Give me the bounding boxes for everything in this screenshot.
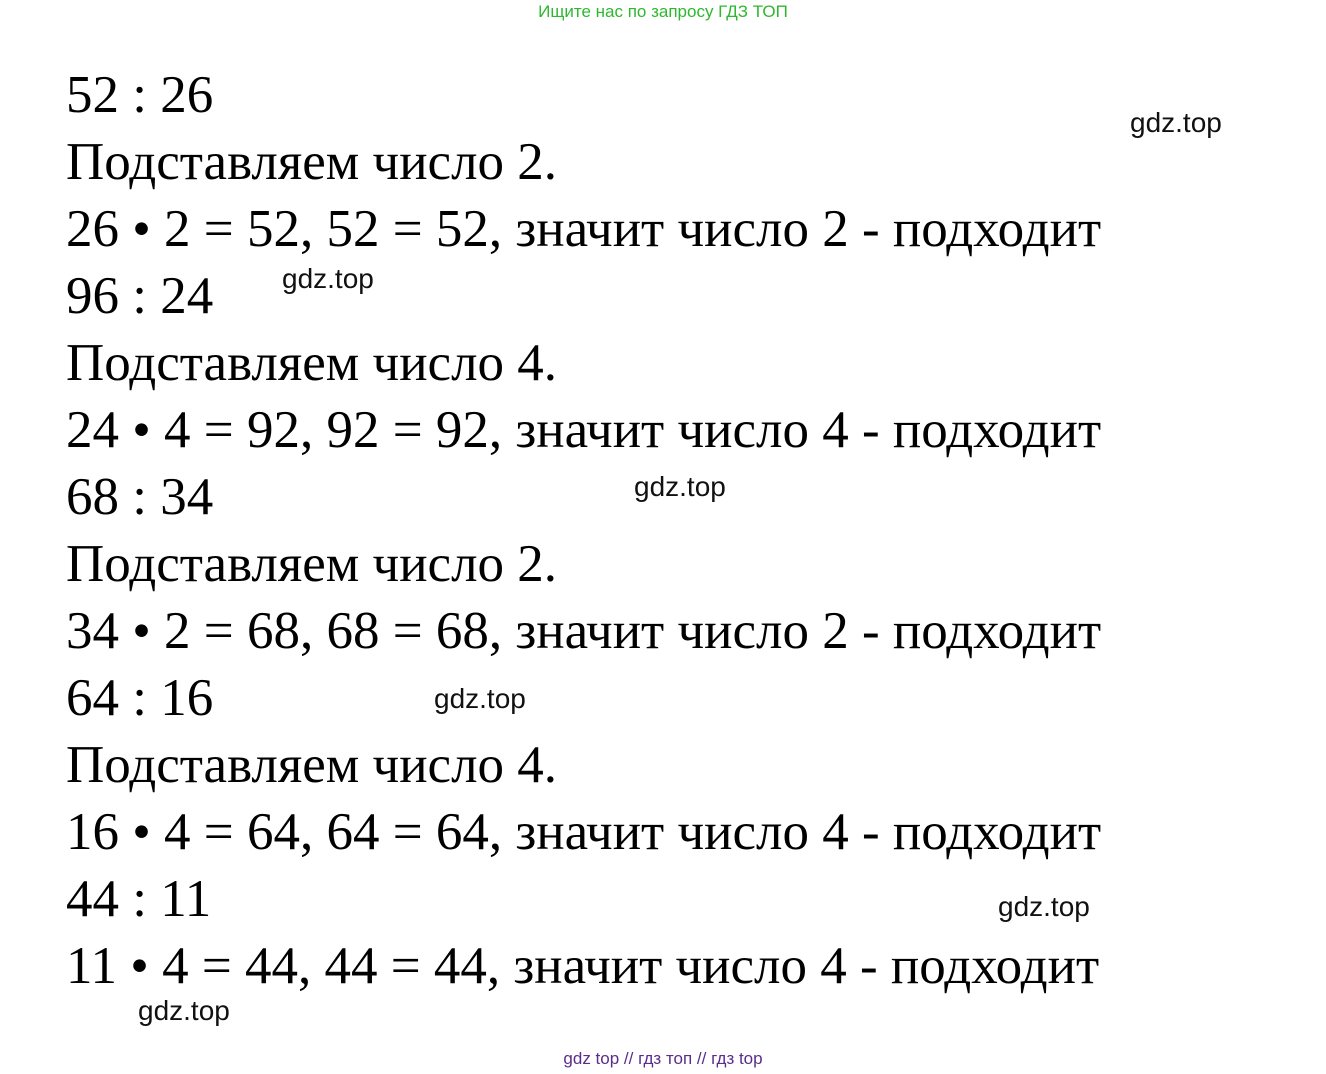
text-line: 11 • 4 = 44, 44 = 44, значит число 4 - подходит	[66, 937, 1100, 995]
top-banner: Ищите нас по запросу ГДЗ ТОП	[538, 2, 788, 21]
text-line: 16 • 4 = 64, 64 = 64, значит число 4 - подходит	[66, 803, 1102, 861]
watermark: gdz.top	[282, 263, 374, 294]
text-line: 44 : 11	[66, 870, 212, 928]
text-line: Подставляем число 2.	[66, 133, 558, 191]
text-line: Подставляем число 2.	[66, 535, 558, 593]
text-line: 52 : 26	[66, 66, 214, 124]
watermark: gdz.top	[1130, 107, 1222, 138]
watermark: gdz.top	[634, 471, 726, 502]
text-line: Подставляем число 4.	[66, 334, 558, 392]
solution-text	[66, 62, 1306, 1000]
text-line: 34 • 2 = 68, 68 = 68, значит число 2 - подходит	[66, 602, 1102, 660]
text-line: 96 : 24	[66, 267, 214, 325]
watermark: gdz.top	[138, 995, 230, 1026]
watermark: gdz.top	[434, 683, 526, 714]
text-line: 26 • 2 = 52, 52 = 52, значит число 2 - подходит	[66, 200, 1102, 258]
footer-links: gdz top // гдз топ // гдз top	[563, 1049, 763, 1068]
text-line: Подставляем число 4.	[66, 736, 558, 794]
text-line: 64 : 16	[66, 669, 214, 727]
watermark: gdz.top	[998, 891, 1090, 922]
text-line: 24 • 4 = 92, 92 = 92, значит число 4 - подходит	[66, 401, 1102, 459]
text-line: 68 : 34	[66, 468, 214, 526]
